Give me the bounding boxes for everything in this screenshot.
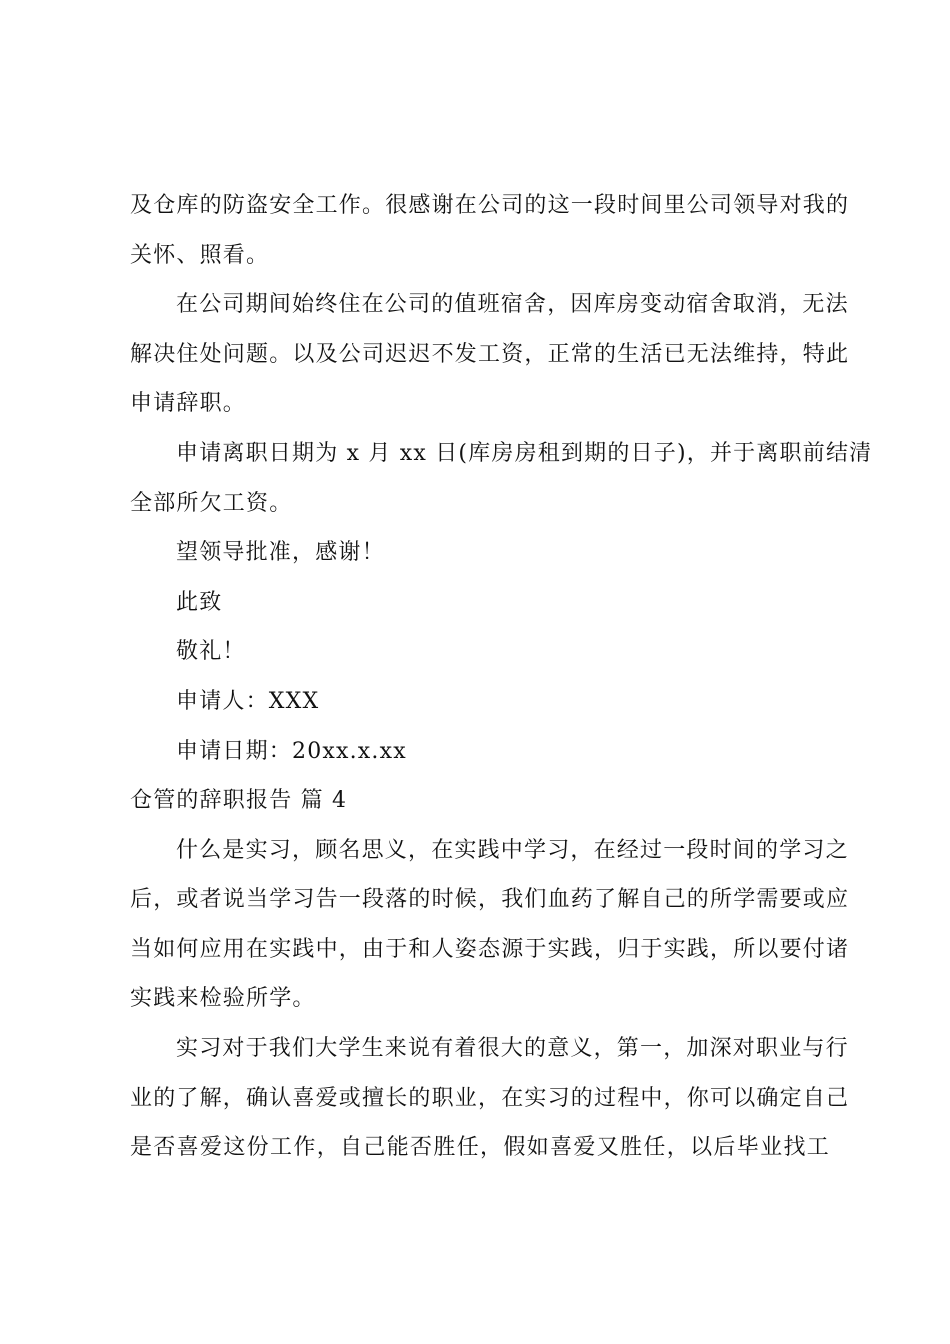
paragraph-line: 在公司期间始终住在公司的值班宿舍，因库房变动宿舍取消，无法 bbox=[176, 292, 849, 317]
salutation-line: 敬礼！ bbox=[176, 639, 246, 664]
section-heading: 仓管的辞职报告 篇 4 bbox=[130, 788, 348, 813]
paragraph-line: 实习对于我们大学生来说有着很大的意义，第一，加深对职业与行 bbox=[176, 1036, 849, 1061]
application-date-line: 申请日期：20xx.x.xx bbox=[176, 739, 407, 764]
paragraph-line: 当如何应用在实践中，由于和人姿态源于实践，归于实践，所以要付诸 bbox=[130, 937, 850, 962]
paragraph-line: 是否喜爱这份工作，自己能否胜任，假如喜爱又胜任，以后毕业找工 bbox=[130, 1135, 830, 1160]
paragraph-line: 后，或者说当学习告一段落的时候，我们血药了解自己的所学需要或应 bbox=[130, 887, 850, 912]
paragraph-line: 申请辞职。 bbox=[130, 391, 247, 416]
paragraph-line: 什么是实习，顾名思义，在实践中学习，在经过一段时间的学习之 bbox=[176, 838, 849, 863]
applicant-line: 申请人：XXX bbox=[176, 689, 320, 714]
paragraph-line: 全部所欠工资。 bbox=[130, 491, 293, 516]
paragraph-line: 解决住处问题。以及公司迟迟不发工资，正常的生活已无法维持，特此 bbox=[130, 342, 850, 367]
paragraph-line: 申请离职日期为 x 月 xx 日(库房房租到期的日子)，并于离职前结清 bbox=[176, 441, 873, 466]
paragraph-line: 实践来检验所学。 bbox=[130, 986, 316, 1011]
closing-request: 望领导批准，感谢！ bbox=[176, 540, 385, 565]
paragraph-line: 及仓库的防盗安全工作。很感谢在公司的这一段时间里公司领导对我的 bbox=[130, 193, 850, 218]
paragraph-line: 业的了解，确认喜爱或擅长的职业，在实习的过程中，你可以确定自己 bbox=[130, 1086, 850, 1111]
salutation-line: 此致 bbox=[176, 590, 223, 615]
paragraph-line: 关怀、照看。 bbox=[130, 243, 270, 268]
